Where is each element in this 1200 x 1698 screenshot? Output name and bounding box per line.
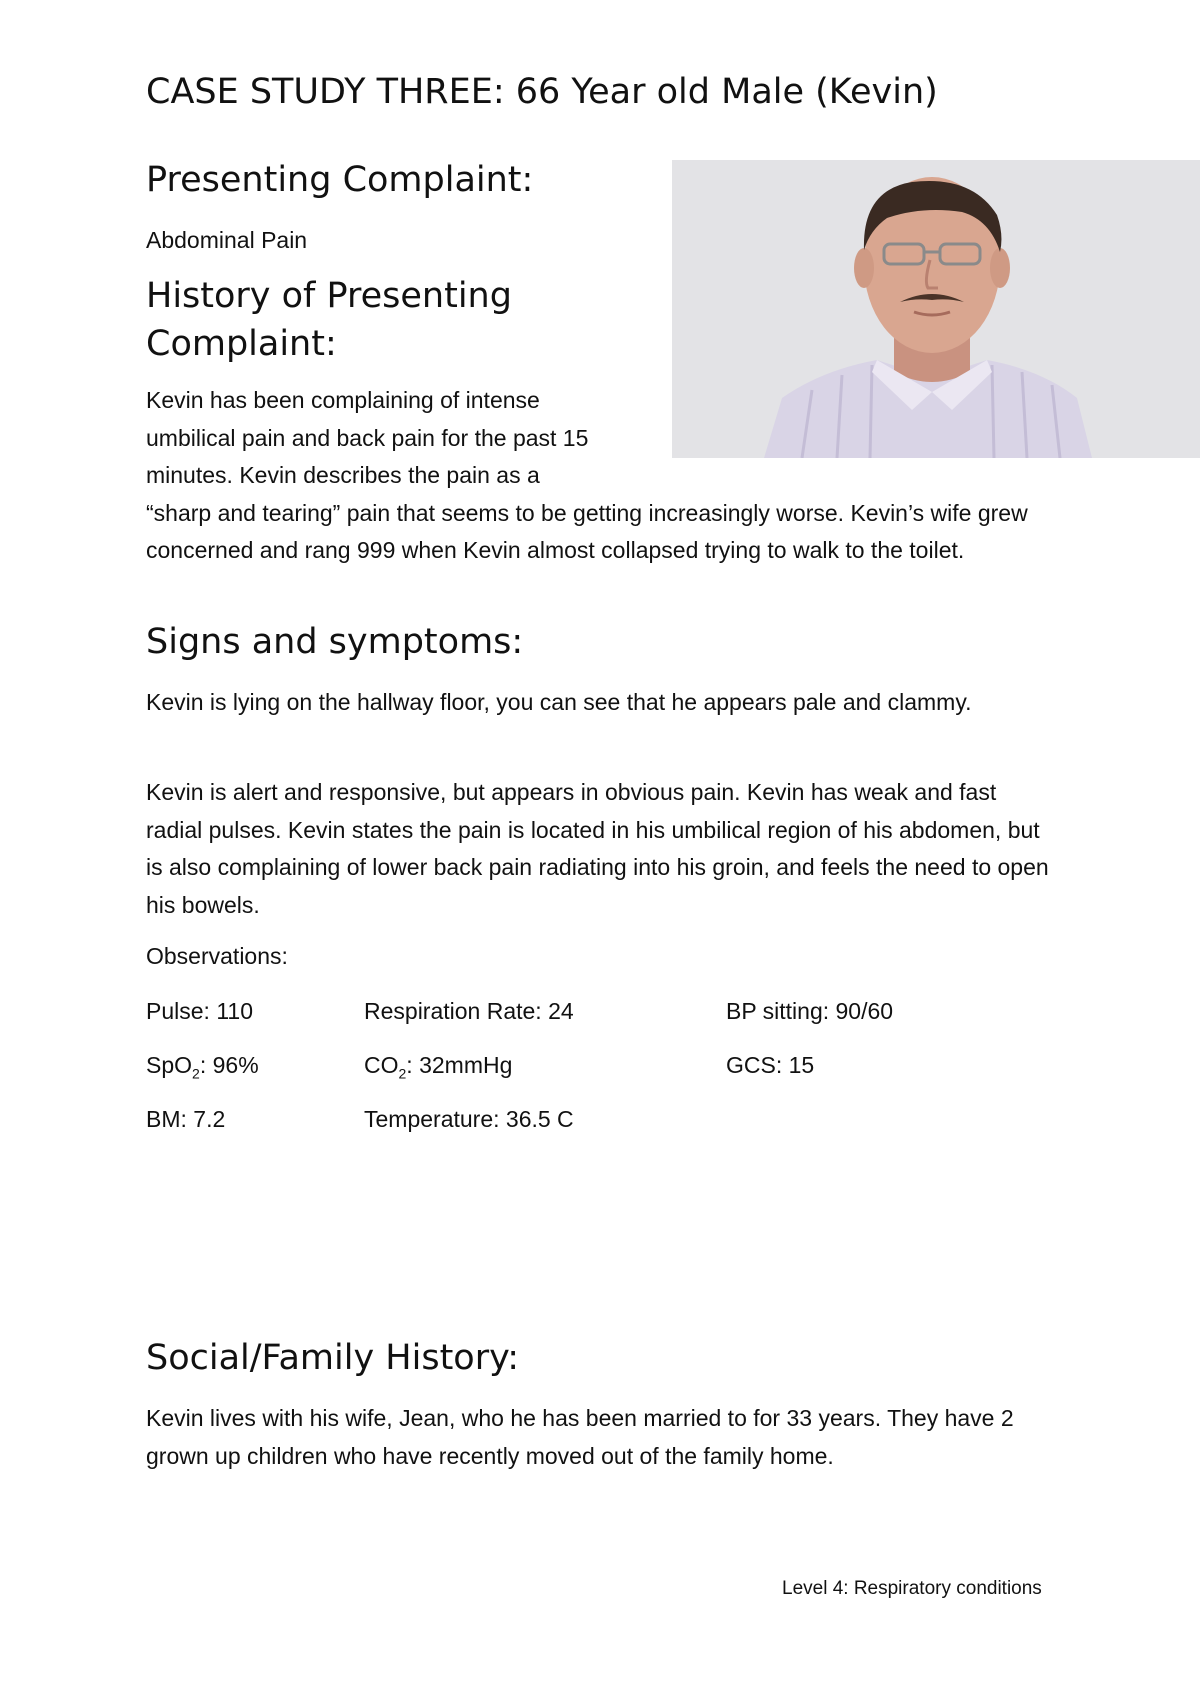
obs-spo2-label: SpO: [146, 1052, 193, 1078]
obs-temperature: Temperature: 36.5 C: [364, 1106, 574, 1132]
obs-bp: BP sitting: 90/60: [726, 998, 894, 1024]
case-title: CASE STUDY THREE: 66 Year old Male (Kevin): [146, 72, 938, 112]
signs-para1: Kevin is lying on the hallway floor, you can see that he appears pale and clammy.: [146, 689, 972, 715]
presenting-complaint-text: Abdominal Pain: [146, 227, 308, 253]
obs-co2-subscript: 2: [398, 1065, 407, 1082]
obs-co2-value: : 32mmHg: [406, 1052, 513, 1078]
obs-respiration: Respiration Rate: 24: [364, 998, 574, 1024]
signs-heading: Signs and symptoms:: [146, 622, 524, 662]
history-heading: [146, 272, 512, 368]
social-heading: Social/Family History:: [146, 1338, 520, 1378]
obs-spo2-value: : 96%: [199, 1052, 259, 1078]
history-line2: umbilical pain and back pain for the past 15: [146, 424, 589, 451]
obs-co2: [364, 1052, 512, 1082]
history-heading-line2: Complaint:: [146, 324, 337, 364]
history-rest: “sharp and tearing” pain that seems to be getting increasingly worse. Kevin’s wife grew concerned and rang 999 when Kevin almost collapsed trying to walk to the toilet.: [146, 499, 1028, 563]
history-line3: minutes. Kevin describes the pain as a: [146, 462, 540, 488]
history-line1: Kevin has been complaining of intense: [146, 387, 540, 413]
page-footer: Level 4: Respiratory conditions: [782, 1578, 1042, 1599]
presenting-complaint-heading: Presenting Complaint:: [146, 160, 534, 200]
observations-label: Observations:: [146, 943, 288, 969]
obs-spo2: [146, 1052, 259, 1082]
patient-photo: [672, 160, 1200, 458]
history-heading-line1: History of Presenting: [146, 276, 512, 316]
signs-para2: Kevin is alert and responsive, but appears in obvious pain. Kevin has weak and fast radial pulses. Kevin states the pain is located in his umbilical region of his abdomen, but is also complaining of lower back pain radiating into his groin, and feels the need to open his bowels.: [146, 779, 1049, 918]
patient-portrait-image: [672, 160, 1200, 458]
obs-gcs: GCS: 15: [726, 1052, 815, 1078]
social-text: Kevin lives with his wife, Jean, who he has been married to for 33 years. They have 2 grown up children who have recently moved out of the family home.: [146, 1405, 1014, 1469]
obs-pulse: Pulse: 110: [146, 998, 253, 1024]
obs-bm: BM: 7.2: [146, 1106, 226, 1132]
obs-spo2-subscript: 2: [192, 1065, 200, 1082]
obs-co2-label: CO: [364, 1052, 399, 1078]
